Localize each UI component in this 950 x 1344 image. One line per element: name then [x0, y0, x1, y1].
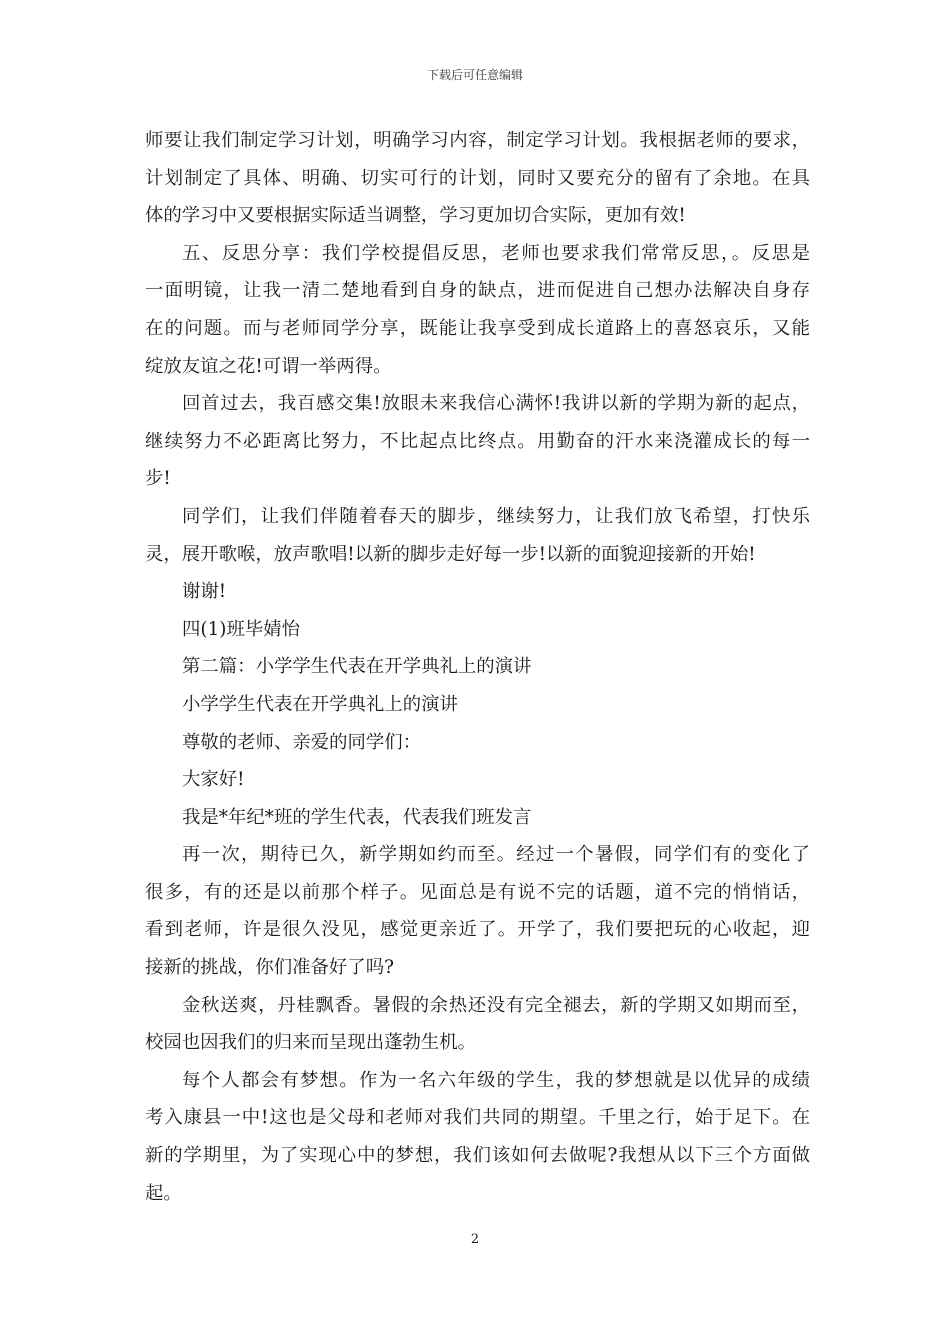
- text-line: 很多，有的还是以前那个样子。见面总是有说不完的话题，道不完的悄悄话，: [145, 881, 810, 903]
- text-line: 继续努力不必距离比努力，不比起点比终点。用勤奋的汗水来浇灌成长的每一: [145, 430, 810, 452]
- text-line: 五、反思分享：我们学校提倡反思，老师也要求我们常常反思，。反思是: [182, 242, 810, 264]
- text-line: 大家好!: [182, 769, 245, 791]
- text-line: 第二篇：小学学生代表在开学典礼上的演讲: [182, 656, 532, 678]
- text-line: 起。: [145, 1182, 182, 1204]
- text-line: 一面明镜，让我一清二楚地看到自身的缺点，进而促进自己想办法解决自身存: [145, 280, 810, 302]
- text-line: 步!: [145, 468, 171, 490]
- text-line: 谢谢!: [182, 581, 227, 603]
- text-line: 小学学生代表在开学典礼上的演讲: [182, 693, 458, 715]
- text-line: 在的问题。而与老师同学分享，既能让我享受到成长道路上的喜怒哀乐，又能: [145, 317, 810, 339]
- text-line: 金秋送爽，丹桂飘香。暑假的余热还没有完全褪去，新的学期又如期而至，: [182, 994, 810, 1016]
- text-line: 师要让我们制定学习计划，明确学习内容，制定学习计划。我根据老师的要求，: [145, 130, 810, 151]
- text-line: 考入康县一中!这也是父母和老师对我们共同的期望。千里之行，始于足下。在: [145, 1107, 810, 1129]
- text-line: 看到老师，许是很久没见，感觉更亲近了。开学了，我们要把玩的心收起，迎: [145, 919, 810, 941]
- text-line: 校园也因我们的归来而呈现出蓬勃生机。: [145, 1032, 477, 1054]
- page-header: 下载后可任意编辑: [426, 68, 523, 82]
- text-line: 再一次，期待已久，新学期如约而至。经过一个暑假，同学们有的变化了: [182, 844, 810, 866]
- text-line: 体的学习中又要根据实际适当调整，学习更加切合实际，更加有效!: [145, 205, 686, 227]
- page-number: 2: [470, 1232, 480, 1247]
- text-line: 接新的挑战，你们准备好了吗?: [145, 957, 394, 979]
- text-line: 尊敬的老师、亲爱的同学们：: [182, 731, 422, 753]
- text-line: 我是*年纪*班的学生代表，代表我们班发言: [182, 806, 532, 828]
- text-line: 四(1)班毕婧怡: [182, 618, 301, 640]
- text-line: 绽放友谊之花!可谓一举两得。: [145, 355, 392, 377]
- text-line: 灵，展开歌喉，放声歌唱!以新的脚步走好每一步!以新的面貌迎接新的开始!: [145, 543, 756, 565]
- text-line: 每个人都会有梦想。作为一名六年级的学生，我的梦想就是以优异的成绩: [182, 1069, 810, 1091]
- text-line: 计划制定了具体、明确、切实可行的计划，同时又要充分的留有了余地。在具: [145, 167, 810, 189]
- text-line: 同学们，让我们伴随着春天的脚步，继续努力，让我们放飞希望，打快乐: [182, 505, 810, 527]
- text-line: 回首过去，我百感交集!放眼未来我信心满怀!我讲以新的学期为新的起点，: [182, 393, 810, 415]
- text-line: 新的学期里，为了实现心中的梦想，我们该如何去做呢?我想从以下三个方面做: [145, 1145, 810, 1167]
- document-body: [145, 122, 810, 1212]
